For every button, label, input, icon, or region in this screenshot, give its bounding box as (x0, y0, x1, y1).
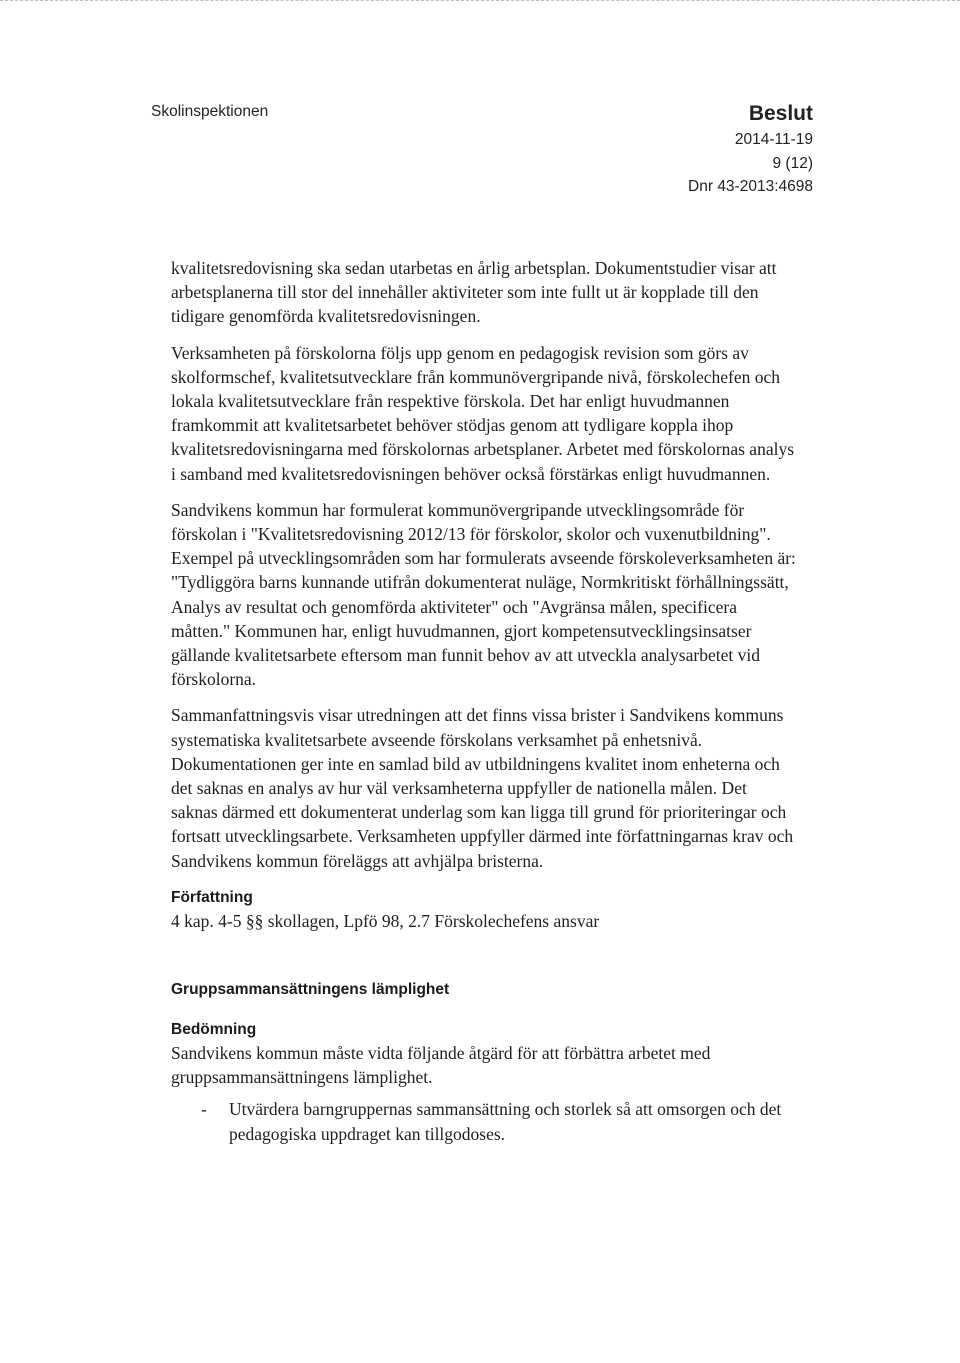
document-date: 2014-11-19 (734, 131, 813, 148)
action-list (171, 1097, 796, 1145)
paragraph: kvalitetsredovisning ska sedan utarbetas en årlig arbetsplan. Dokumentstudier visar att arbetsplanerna till stor del innehåller aktiviteter som inte fullt ut är kopplade till den tidigare genomförda kvalitetsredovisningen. (171, 258, 777, 327)
assessment-heading: Bedömning (171, 1021, 257, 1039)
reference-number: Dnr 43-2013:4698 (688, 178, 813, 195)
list-item-text: Utvärdera barngruppernas sammansättning och storlek så att omsorgen och det pedagogiska uppdraget kan tillgodoses. (229, 1099, 782, 1144)
organization-name: Skolinspektionen (151, 103, 269, 120)
scan-edge (0, 0, 960, 7)
paragraph: Sandvikens kommun har formulerat kommunövergripande utvecklingsområde för förskolan i "Kvalitetsredovisning 2012/13 för förskolor, skolor och vuxenutbildning". Exempel på utvecklingsområden som har formulerats avseende förskoleverksamheten är: "Tydliggöra barns kunnande utifrån dokumenterat nuläge, Normkritiskt förhållningssätt, Analys av resultat och genomförda aktiviteter" och "Avgränsa målen, specificera måtten." Kommunen har, enligt huvudmannen, gjort kompetensutvecklingsinsatser gällande kvalitetsarbete eftersom man funnit behov av att utveckla analysarbetet vid förskolorna. (171, 499, 796, 690)
assessment-text: Sandvikens kommun måste vidta följande åtgärd för att förbättra arbetet med gruppsammansättningens lämplighet. (171, 1043, 711, 1088)
document-body (171, 256, 796, 1146)
page-number: 9 (12) (772, 154, 813, 172)
dash-bullet: - (201, 1099, 207, 1120)
paragraph: Sammanfattningsvis visar utredningen att det finns vissa brister i Sandvikens kommuns systematiska kvalitetsarbete avseende förskolans verksamhet på enhetsnivå. Dokumentationen ger inte en samlad bild av utbildningens kvalitet inom enheterna och det saknas en analys av hur väl verksamheterna uppfyller de nationella målen. Det saknas därmed ett dokumenterat underlag som kan ligga till grund för prioriteringar och fortsatt utvecklingsarbete. Verksamheten uppfyller därmed inte författningarnas krav och Sandvikens kommun föreläggs att avhjälpa bristerna. (171, 705, 794, 871)
paragraph: Verksamheten på förskolorna följs upp genom en pedagogisk revision som görs av skolformschef, kvalitetsutvecklare från kommunövergripande nivå, förskolechefen och lokala kvalitetsutvecklare från respektive förskola. Det har enligt huvudmannen framkommit att kvalitetsarbetet behöver stödjas genom att tydligare koppla ihop kvalitetsredovisningarna med förskolornas arbetsplaner. Arbetet med förskolornas analys i samband med kvalitetsredovisningen behöver också förstärkas enligt huvudmannen. (171, 342, 795, 484)
section-heading: Gruppsammansättningens lämplighet (171, 981, 450, 999)
document-meta (688, 100, 813, 199)
document-type: Beslut (748, 102, 813, 125)
statute-heading: Författning (171, 888, 253, 906)
statute-text: 4 kap. 4-5 §§ skollagen, Lpfö 98, 2.7 Förskolechefens ansvar (171, 910, 600, 931)
list-item (171, 1097, 796, 1145)
